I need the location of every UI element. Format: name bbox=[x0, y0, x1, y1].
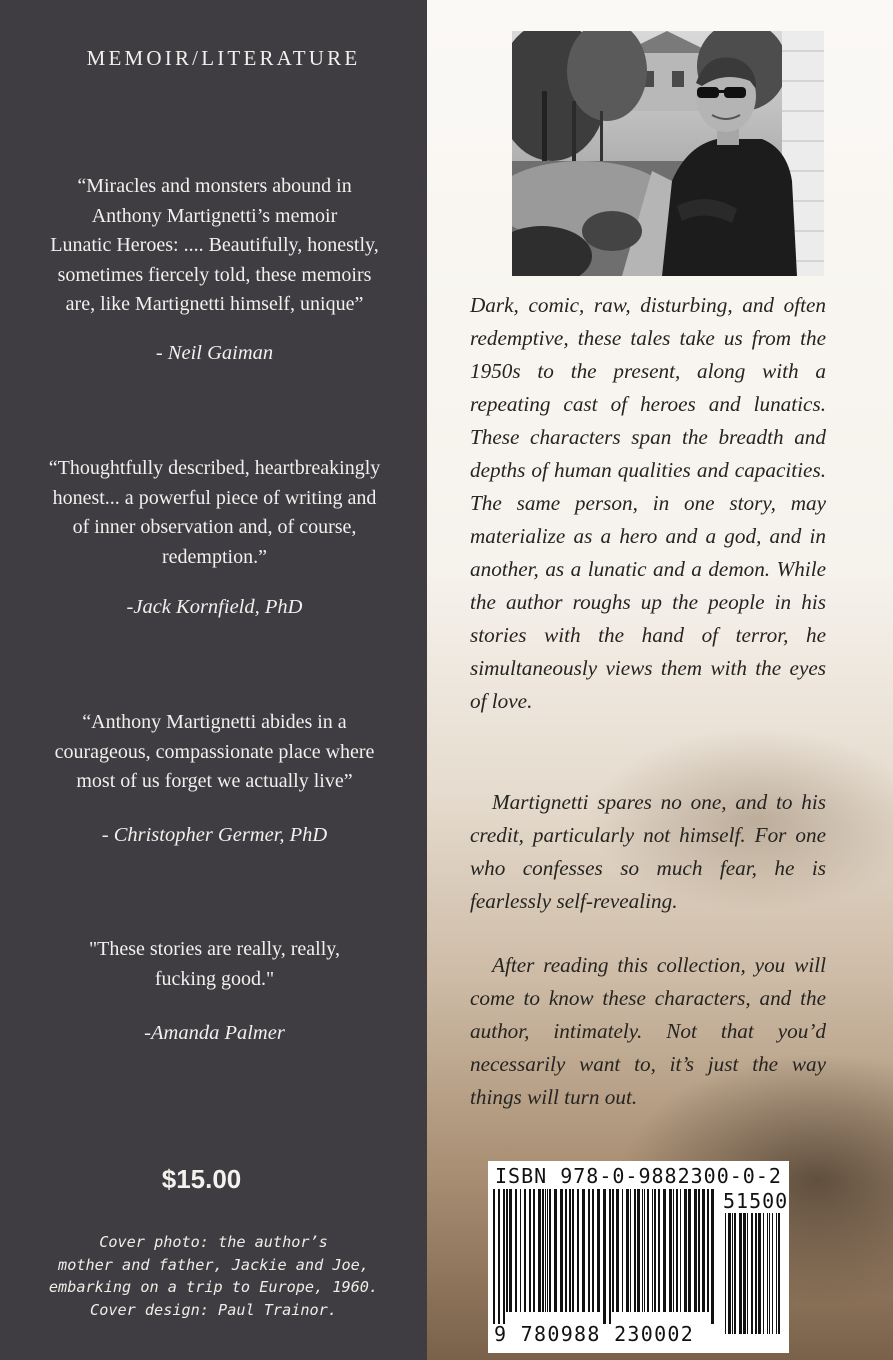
barcode-bar bbox=[616, 1189, 619, 1312]
author-photo-illustration bbox=[512, 31, 824, 276]
barcode-bar bbox=[778, 1213, 780, 1334]
barcode-bar bbox=[739, 1213, 742, 1334]
barcode-bar bbox=[549, 1189, 551, 1312]
barcode-bar bbox=[647, 1189, 649, 1312]
barcode-bar bbox=[654, 1189, 656, 1312]
barcode-bar bbox=[772, 1213, 773, 1334]
quote-christopher-germer bbox=[12, 708, 417, 797]
barcode-bar bbox=[506, 1189, 508, 1312]
barcode-bar bbox=[763, 1213, 764, 1334]
quote-line: courageous, compassionate place where bbox=[54, 740, 375, 763]
barcode-bar bbox=[554, 1189, 557, 1312]
barcode-bar bbox=[626, 1189, 629, 1312]
barcode-bar bbox=[524, 1189, 526, 1312]
barcode-bar bbox=[743, 1213, 746, 1334]
barcode-bar bbox=[533, 1189, 535, 1312]
price: $15.00 bbox=[161, 1164, 242, 1194]
barcode-bars-icon bbox=[493, 1189, 718, 1324]
description-paragraph: Dark, comic, raw, disturbing, and often redemptive, these tales take us from the 1950s to the present, along with a repeating cast of heroes and lunatics. These characters span the breadth and depths of human qualities and capacities. The same person, in one story, may materialize as a hero and a god, and in another, as a lunatic and a demon. While the author roughs up the people in his stories with the hand of terror, he simultaneously views them with the eyes of love. bbox=[470, 293, 826, 713]
barcode-bar bbox=[711, 1189, 714, 1324]
barcode-bar bbox=[498, 1189, 500, 1324]
barcode-bar bbox=[767, 1213, 768, 1334]
credit-line: embarking on a trip to Europe, 1960. bbox=[48, 1278, 379, 1296]
barcode-bar bbox=[644, 1189, 645, 1312]
barcode-bar bbox=[572, 1189, 574, 1312]
barcode-bar bbox=[702, 1189, 705, 1312]
description-paragraph: Martignetti spares no one, and to his credit, particularly not himself. For one who confesses so much fear, he is fearlessly self-revealing. bbox=[470, 790, 826, 913]
barcode-bar bbox=[609, 1189, 611, 1324]
barcode-bar bbox=[642, 1189, 643, 1312]
barcode-bar bbox=[603, 1189, 606, 1324]
barcode-bar bbox=[663, 1189, 666, 1312]
barcode-bar bbox=[732, 1213, 733, 1334]
quote-attribution: - Christopher Germer, PhD bbox=[101, 824, 328, 846]
barcode-bar bbox=[529, 1189, 531, 1312]
barcode-bar bbox=[694, 1189, 697, 1312]
barcode-bar bbox=[776, 1213, 777, 1334]
barcode-bar bbox=[542, 1189, 544, 1312]
barcode-bar bbox=[630, 1189, 631, 1312]
quote-line: of inner observation and, of course, bbox=[72, 516, 357, 538]
barcode-bar bbox=[637, 1189, 640, 1312]
barcode-addon-bars-icon bbox=[725, 1213, 783, 1346]
barcode-bar bbox=[684, 1189, 687, 1312]
quote-line: Anthony Martignetti’s memoir bbox=[91, 204, 338, 227]
quote-attribution: - Neil Gaiman bbox=[155, 342, 274, 364]
quote-attribution: -Amanda Palmer bbox=[144, 1022, 285, 1044]
barcode-bar bbox=[509, 1189, 512, 1312]
category-label: MEMOIR/LITERATURE bbox=[86, 46, 361, 70]
barcode-bar bbox=[747, 1213, 748, 1334]
barcode-bar bbox=[758, 1213, 761, 1334]
barcode-bar bbox=[592, 1189, 594, 1312]
barcode-bar bbox=[728, 1213, 731, 1334]
quote-line: are, like Martignetti himself, unique” bbox=[65, 293, 364, 315]
author-photo bbox=[512, 31, 824, 276]
barcode-bar bbox=[673, 1189, 674, 1312]
barcode-bar bbox=[577, 1189, 579, 1312]
quote-neil-gaiman bbox=[12, 172, 417, 320]
quote-amanda-palmer bbox=[12, 935, 417, 994]
quote-line: redemption.” bbox=[162, 545, 267, 568]
barcode-digits: 9 780988 230002 bbox=[494, 1322, 695, 1346]
quote-line: “Miracles and monsters abound in bbox=[77, 175, 352, 197]
quote-line: Lunatic Heroes: .... Beautifully, honestly, bbox=[50, 234, 379, 256]
cover-credits bbox=[0, 1231, 427, 1321]
barcode-bar bbox=[597, 1189, 600, 1312]
description-paragraph: After reading this collection, you will come to know these characters, and the author, intimately. Not that you’d necessarily want to, it’s just the way things will turn out. bbox=[470, 953, 826, 1109]
quote-line: “Thoughtfully described, heartbreakingly bbox=[48, 457, 381, 479]
credit-line: Cover photo: the author’s bbox=[99, 1233, 328, 1251]
barcode-bar bbox=[503, 1189, 505, 1324]
quote-line: honest... a powerful piece of writing and bbox=[52, 486, 377, 509]
barcode-bar bbox=[588, 1189, 590, 1312]
barcode-bar bbox=[751, 1213, 753, 1334]
credit-line: mother and father, Jackie and Joe, bbox=[58, 1255, 369, 1274]
barcode-bar bbox=[652, 1189, 653, 1312]
barcode-bar bbox=[769, 1213, 770, 1334]
right-panel bbox=[427, 0, 893, 1360]
credit-line: Cover design: Paul Trainor. bbox=[90, 1300, 337, 1319]
barcode-bar bbox=[569, 1189, 571, 1312]
barcode-bar bbox=[680, 1189, 681, 1312]
barcode-bar bbox=[755, 1213, 757, 1334]
barcode-bar bbox=[560, 1189, 563, 1312]
isbn-number: ISBN 978-0-9882300-0-2 bbox=[495, 1164, 782, 1188]
barcode-bar bbox=[725, 1213, 726, 1334]
barcode-bar bbox=[545, 1189, 546, 1312]
barcode-bar bbox=[676, 1189, 678, 1312]
barcode-bar bbox=[538, 1189, 541, 1312]
barcode-bar bbox=[707, 1189, 709, 1312]
quote-attribution: -Jack Kornfield, PhD bbox=[126, 596, 303, 618]
barcode-bar bbox=[734, 1213, 736, 1334]
barcode-bar bbox=[515, 1189, 517, 1312]
barcode-bar bbox=[622, 1189, 623, 1312]
quote-jack-kornfield bbox=[12, 454, 417, 572]
quote-line: sometimes fiercely told, these memoirs bbox=[57, 263, 372, 286]
barcode-bar bbox=[520, 1189, 521, 1312]
barcode-bar bbox=[612, 1189, 614, 1312]
barcode-bar bbox=[698, 1189, 700, 1312]
quote-line: fucking good." bbox=[154, 967, 275, 990]
quote-line: "These stories are really, really, bbox=[88, 938, 340, 960]
barcode-bar bbox=[547, 1189, 548, 1312]
barcode-bar bbox=[582, 1189, 585, 1312]
barcode-bar bbox=[658, 1189, 660, 1312]
isbn-barcode bbox=[488, 1161, 789, 1353]
barcode-bar bbox=[688, 1189, 691, 1312]
barcode-bar bbox=[565, 1189, 567, 1312]
barcode-bar bbox=[493, 1189, 495, 1324]
barcode-price-code: 51500 bbox=[723, 1189, 789, 1213]
quote-line: “Anthony Martignetti abides in a bbox=[82, 711, 347, 733]
left-panel bbox=[0, 0, 427, 1360]
barcode-bar bbox=[634, 1189, 636, 1312]
barcode-bar bbox=[669, 1189, 672, 1312]
quote-line: most of us forget we actually live” bbox=[76, 770, 353, 792]
